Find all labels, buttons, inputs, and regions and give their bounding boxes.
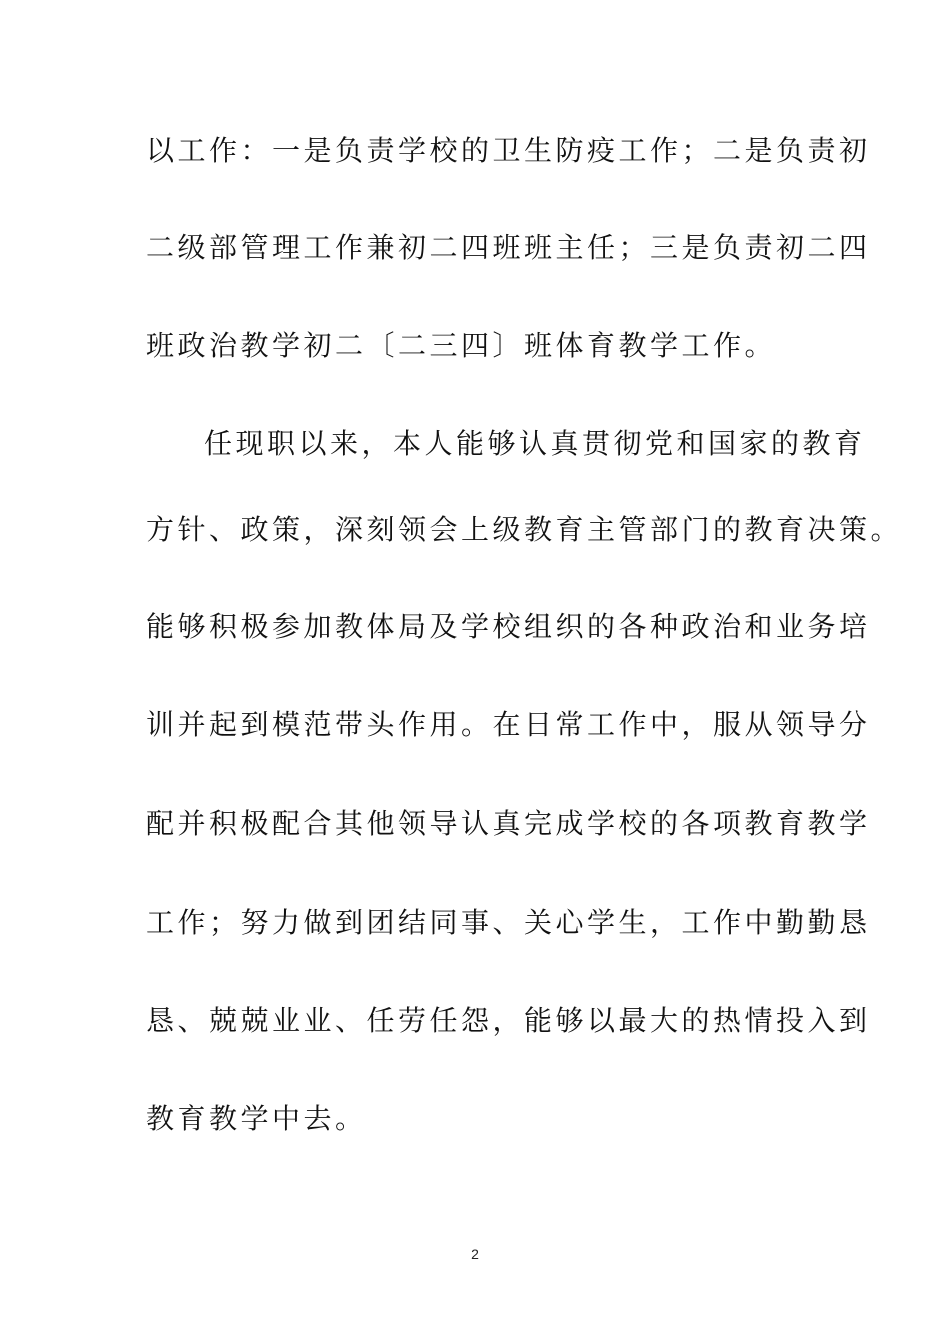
text-line-9: 工作；努力做到团结同事、关心学生，工作中勤勤恳 bbox=[146, 906, 871, 939]
text-line-3: 班政治教学初二〔二三四〕班体育教学工作。 bbox=[146, 329, 777, 362]
text-line-4: 任现职以来，本人能够认真贯彻党和国家的教育 bbox=[204, 427, 866, 460]
text-line-2: 二级部管理工作兼初二四班班主任；三是负责初二四 bbox=[146, 231, 871, 264]
text-line-8: 配并积极配合其他领导认真完成学校的各项教育教学 bbox=[146, 807, 871, 840]
text-line-7: 训并起到模范带头作用。在日常工作中，服从领导分 bbox=[146, 708, 871, 741]
text-line-11: 教育教学中去。 bbox=[146, 1102, 367, 1135]
page-number: 2 bbox=[471, 1246, 479, 1262]
text-line-6: 能够积极参加教体局及学校组织的各种政治和业务培 bbox=[146, 610, 871, 643]
text-line-5: 方针、政策，深刻领会上级教育主管部门的教育决策。 bbox=[146, 513, 903, 546]
text-line-1: 以工作：一是负责学校的卫生防疫工作；二是负责初 bbox=[146, 134, 871, 167]
text-line-10: 恳、兢兢业业、任劳任怨，能够以最大的热情投入到 bbox=[146, 1004, 871, 1037]
